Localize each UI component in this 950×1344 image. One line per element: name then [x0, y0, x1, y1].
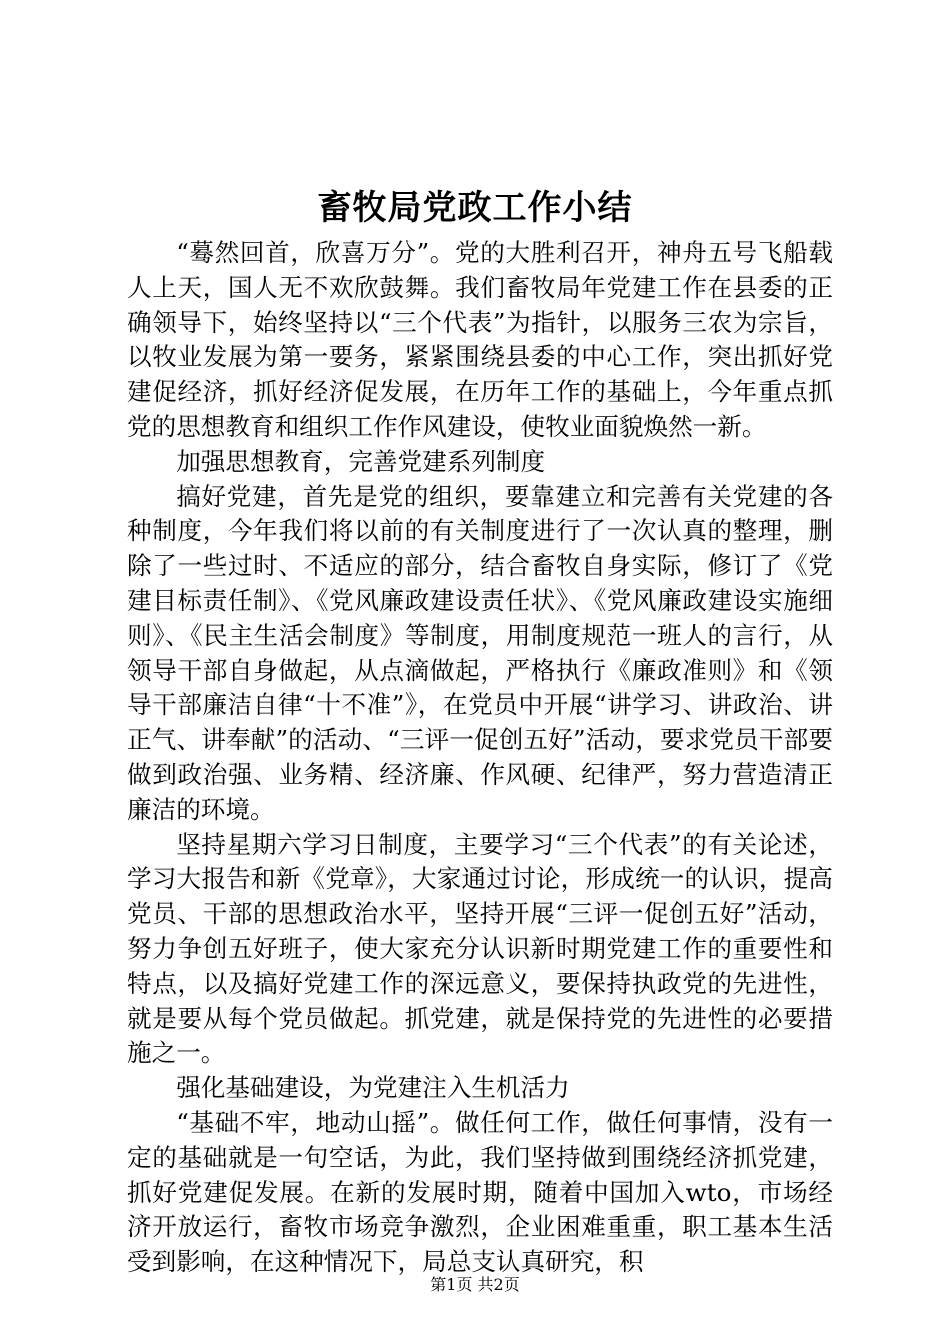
section-heading: 强化基础建设，为党建注入生机活力	[176, 1073, 570, 1103]
paragraph: “蓦然回首，欣喜万分”。党的大胜利召开，神舟五号飞船载人上天，国人无不欢欣鼓舞。我们畜牧局年党建工作在县委的正确领导下，始终坚持以“三个代表”为指针，以服务三农为宗旨，以牧业发展为第一要务，紧紧围绕县委的中心工作，突出抓好党建促经济，抓好经济促发展，在历年工作的基础上，今年重点抓党的思想教育和组织工作作风建设，使牧业面貌焕然一新。	[127, 238, 833, 441]
paragraph: 坚持星期六学习日制度，主要学习“三个代表”的有关论述，学习大报告和新《党章》，大家通过讨论，形成统一的认识，提高党员、干部的思想政治水平，坚持开展“三评一促创五好”活动，努力争创五好班子，使大家充分认识新时期党建工作的重要性和特点，以及搞好党建工作的深远意义，要保持执政党的先进性，就是要从每个党员做起。抓党建，就是保持党的先进性的必要措施之一。	[127, 829, 833, 1068]
document-body	[127, 236, 833, 1280]
paragraph: 搞好党建，首先是党的组织，要靠建立和完善有关党建的各种制度，今年我们将以前的有关制度进行了一次认真的整理，删除了一些过时、不适应的部分，结合畜牧自身实际，修订了《党建目标责任制》、《党风廉政建设责任状》、《党风廉政建设实施细则》、《民主生活会制度》等制度，用制度规范一班人的言行，从领导干部自身做起，从点滴做起，严格执行《廉政准则》和《领导干部廉洁自律“十不准”》，在党员中开展“讲学习、讲政治、讲正气、讲奉献”的活动、“三评一促创五好”活动，要求党员干部要做到政治强、业务精、经济廉、作风硬、纪律严，努力营造清正廉洁的环境。	[127, 481, 833, 824]
section-heading: 加强思想教育，完善党建系列制度	[176, 446, 546, 476]
paragraph: “基础不牢，地动山摇”。做任何工作，做任何事情，没有一定的基础就是一句空话，为此，我们坚持做到围绕经济抓党建，抓好党建促发展。在新的发展时期，随着中国加入wto，市场经济开放运行，畜牧市场竞争激烈，企业困难重重，职工基本生活受到影响，在这种情况下，局总支认真研究，积	[127, 1107, 833, 1277]
page-footer: 第1页 共2页	[430, 1275, 520, 1294]
document-title: 畜牧局党政工作小结	[317, 188, 633, 228]
